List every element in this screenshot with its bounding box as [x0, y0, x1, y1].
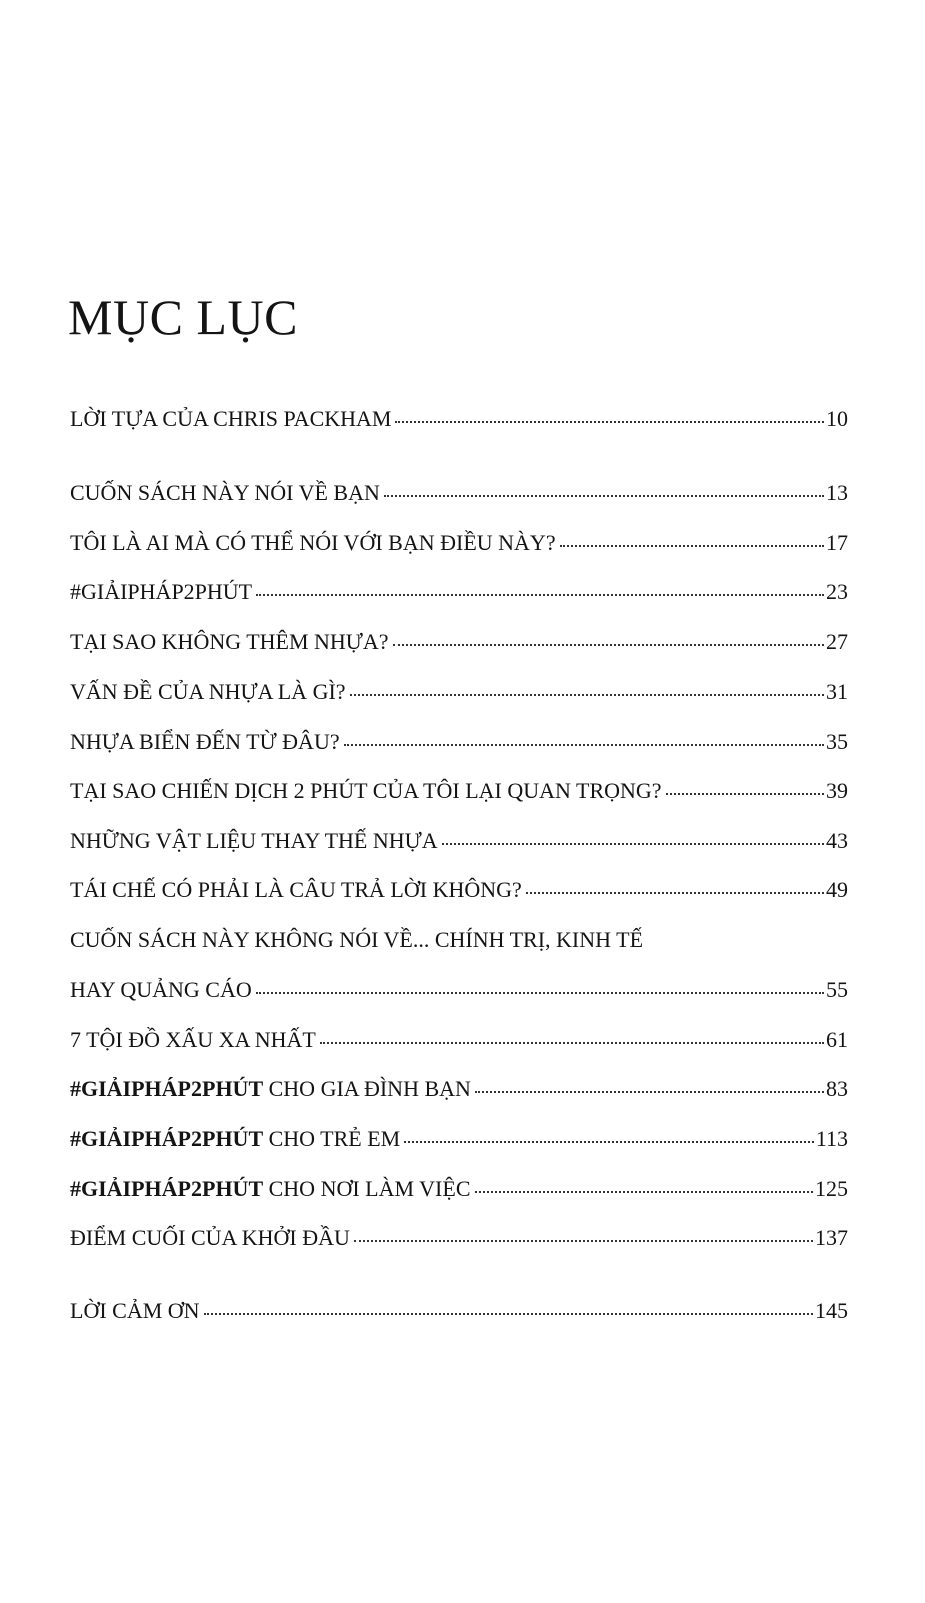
- toc-entry-page: 61: [826, 1027, 848, 1052]
- dot-leader: [350, 677, 824, 699]
- dot-leader: [560, 528, 824, 550]
- toc-entry-label: LỜI TỰA CỦA CHRIS PACKHAM: [70, 406, 392, 431]
- dot-leader: [666, 776, 824, 798]
- toc-entry-label: CUỐN SÁCH NÀY KHÔNG NÓI VỀ... CHÍNH TRỊ, KINH TẾ: [70, 927, 644, 952]
- toc-entry-page: 55: [826, 977, 848, 1002]
- toc-entry[interactable]: [70, 1223, 848, 1253]
- hashtag-label: #GIẢIPHÁP2PHÚT: [70, 1076, 264, 1101]
- toc-entry-page: 113: [815, 1126, 848, 1151]
- dot-leader: [256, 975, 824, 997]
- toc-entry-label: TẠI SAO KHÔNG THÊM NHỰA?: [70, 629, 389, 654]
- toc-entry[interactable]: [70, 727, 848, 757]
- toc-entry-page: 43: [826, 828, 848, 853]
- dot-leader: [384, 478, 824, 500]
- hashtag-label: #GIẢIPHÁP2PHÚT: [70, 1126, 264, 1151]
- toc-entry-label: NHỮNG VẬT LIỆU THAY THẾ NHỰA: [70, 828, 438, 853]
- toc-entry[interactable]: [70, 1174, 848, 1204]
- toc-entry[interactable]: [70, 478, 848, 508]
- dot-leader: [344, 727, 824, 749]
- toc-entry-label: [70, 1124, 400, 1154]
- toc-entry[interactable]: [70, 528, 848, 558]
- dot-leader: [393, 627, 824, 649]
- dot-leader: [442, 826, 824, 848]
- toc-entry-page: 145: [815, 1298, 848, 1323]
- hashtag-label: #GIẢIPHÁP2PHÚT: [70, 1176, 264, 1201]
- toc-entry[interactable]: [70, 1296, 848, 1326]
- dot-leader: [320, 1025, 824, 1047]
- toc-entry[interactable]: [70, 776, 848, 806]
- toc-entry[interactable]: [70, 627, 848, 657]
- toc-entry-label: #GIẢIPHÁP2PHÚT: [70, 579, 253, 604]
- toc-entry-page: 10: [826, 406, 848, 431]
- toc-entry-label: [70, 1074, 471, 1104]
- toc-entry-label: CUỐN SÁCH NÀY NÓI VỀ BẠN: [70, 480, 380, 505]
- toc-entry-label: 7 TỘI ĐỒ XẤU XA NHẤT: [70, 1027, 316, 1052]
- toc-entry[interactable]: [70, 677, 848, 707]
- toc-entry-label: TÁI CHẾ CÓ PHẢI LÀ CÂU TRẢ LỜI KHÔNG?: [70, 877, 522, 902]
- toc-entry-label: ĐIỂM CUỐI CỦA KHỞI ĐẦU: [70, 1225, 350, 1250]
- toc-entry[interactable]: [70, 404, 848, 434]
- dot-leader: [526, 875, 824, 897]
- toc-entry-label: [70, 1174, 471, 1204]
- toc-entry-first-line[interactable]: [70, 925, 848, 955]
- toc-entry-label: VẤN ĐỀ CỦA NHỰA LÀ GÌ?: [70, 679, 346, 704]
- toc-entry-label: HAY QUẢNG CÁO: [70, 977, 252, 1002]
- dot-leader: [475, 1074, 824, 1096]
- toc-entry-page: 13: [826, 480, 848, 505]
- toc-entry-label: LỜI CẢM ƠN: [70, 1298, 200, 1323]
- dot-leader: [404, 1124, 814, 1146]
- toc-entry[interactable]: [70, 875, 848, 905]
- toc-entry-label-rest: CHO GIA ĐÌNH BẠN: [263, 1076, 471, 1101]
- toc-entry-page: 35: [826, 729, 848, 754]
- toc-entry-label-rest: CHO TRẺ EM: [263, 1126, 401, 1151]
- dot-leader: [204, 1296, 813, 1318]
- toc-entry-page: 39: [826, 778, 848, 803]
- toc-entry[interactable]: [70, 975, 848, 1005]
- toc-entry-label: NHỰA BIỂN ĐẾN TỪ ĐÂU?: [70, 729, 340, 754]
- toc-entry[interactable]: [70, 1025, 848, 1055]
- toc-entry-page: 17: [826, 530, 848, 555]
- toc-entry-label: TÔI LÀ AI MÀ CÓ THỂ NÓI VỚI BẠN ĐIỀU NÀY?: [70, 530, 556, 555]
- toc-entry-page: 83: [826, 1076, 848, 1101]
- dot-leader: [475, 1174, 814, 1196]
- toc-entry-page: 125: [815, 1176, 848, 1201]
- dot-leader: [354, 1223, 813, 1245]
- page-title: MỤC LỤC: [68, 289, 298, 345]
- toc-entry[interactable]: [70, 1074, 848, 1104]
- toc-entry[interactable]: [70, 1124, 848, 1154]
- toc-entry-label-rest: CHO NƠI LÀM VIỆC: [263, 1176, 471, 1201]
- toc-entry[interactable]: [70, 826, 848, 856]
- dot-leader: [256, 577, 824, 599]
- toc-entry-page: 137: [815, 1225, 848, 1250]
- toc-entry-page: 49: [826, 877, 848, 902]
- toc-entry[interactable]: [70, 577, 848, 607]
- toc-entry-page: 31: [826, 679, 848, 704]
- toc-entry-label: TẠI SAO CHIẾN DỊCH 2 PHÚT CỦA TÔI LẠI QUAN TRỌNG?: [70, 778, 662, 803]
- dot-leader: [395, 404, 824, 426]
- toc-entry-page: 23: [826, 579, 848, 604]
- toc-entry-page: 27: [826, 629, 848, 654]
